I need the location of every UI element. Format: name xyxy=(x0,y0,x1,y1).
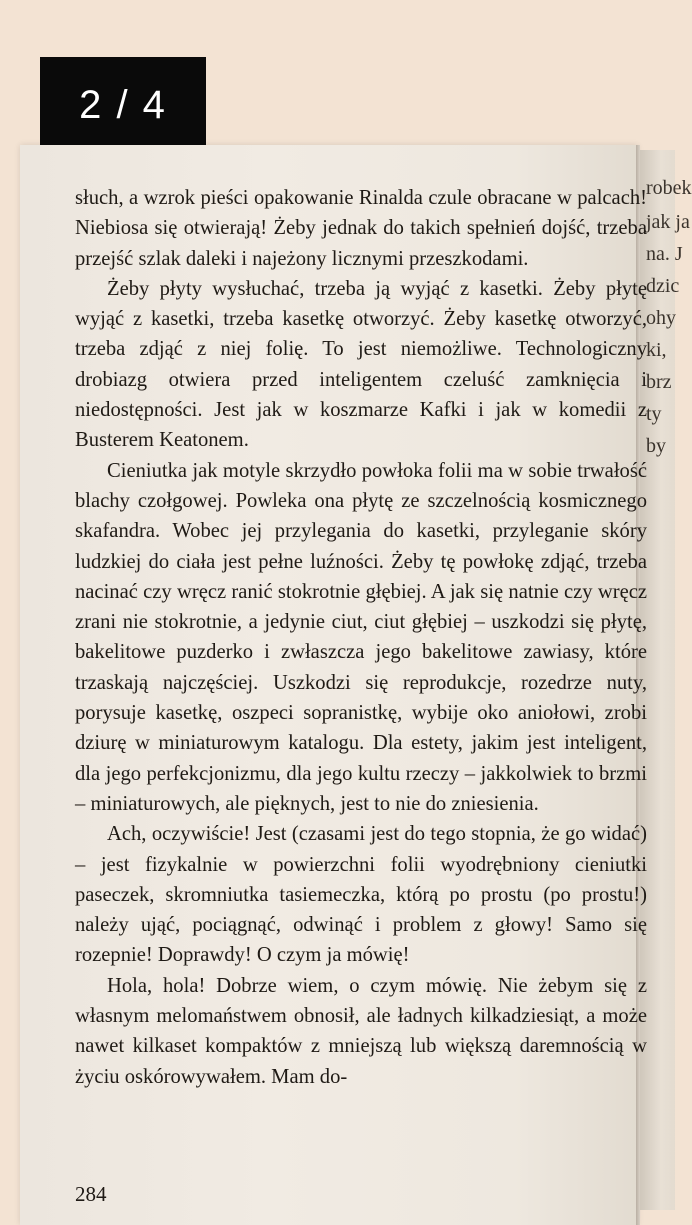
story-page-counter xyxy=(40,57,206,154)
facing-page-fragment: ki, xyxy=(646,339,667,361)
facing-page-fragment: ty xyxy=(646,403,662,425)
facing-page-fragment: ohy xyxy=(646,307,676,329)
story-page-counter-label: 2 / 4 xyxy=(79,83,167,127)
page-number: 284 xyxy=(75,1182,107,1206)
paragraph-4: Ach, oczywiście! Jest (czasami jest do tego stopnia, że go widać) – jest fizykalnie w powierzchni folii wyodrębniony cieniutki paseczek, skromniutka tasiemeczka, którą po prostu (po prostu!) należy ująć, pociągnąć, odwinąć i problem z głowy! Samo się rozepnie! Doprawdy! O czym ja mówię! xyxy=(75,823,647,967)
paragraph-5: Hola, hola! Dobrze wiem, o czym mówię. Nie żebym się z własnym melomaństwem obnosił, ale ładnych kilkadziesiąt, a może nawet kilkaset kompaktów z mniejszą lub większą daremnością w życiu oskórowywałem. Mam do- xyxy=(75,974,647,1088)
book-text xyxy=(75,183,647,1092)
paragraph-1: słuch, a wzrok pieści opakowanie Rinalda czule obracane w palcach! Niebiosa się otwierają! Żeby jednak do takich spełnień dojść, trzeba przejść szlak daleki i najeżony licznymi przeszkodami. xyxy=(75,187,647,270)
facing-page-fragment: jak ja xyxy=(646,211,690,233)
paragraph-3: Cieniutka jak motyle skrzydło powłoka folii ma w sobie trwałość blachy czołgowej. Powleka ona płytę ze szczelnością kosmicznego skafandra. Wobec jej przylegania do kasetki, przyleganie skóry ludzkiej do ciała jest pełne luźności. Żeby tę powłokę zdjąć, trzeba nacinać czy wręcz ranić stokrotnie głębiej. A jak się natnie czy wręcz zrani nie stokrotnie, a jedynie ciut, ciut głębiej – uszkodzi się płytę, bakelitowe puzderko i zwłaszcza jego bakelitowe zawiasy, które trzaskają najczęściej. Uszkodzi się reprodukcje, rozedrze nuty, porysuje kasetkę, oszpeci sopranistkę, wybije oko aniołowi, zrobi dziurę w miniaturowym katalogu. Dla estety, jakim jest inteligent, dla jego perfekcjonizmu, dla jego kultu rzeczy – jakkolwiek to brzmi – miniaturowych, ale pięknych, jest to nie do zniesienia. xyxy=(75,459,647,815)
facing-page-fragment: na. J xyxy=(646,243,683,265)
facing-page-fragment: dzic xyxy=(646,275,680,297)
facing-page-fragment: robek xyxy=(646,177,692,199)
facing-page-fragment: by xyxy=(646,435,666,457)
facing-page-fragment: brz xyxy=(646,371,672,393)
paragraph-2: Żeby płyty wysłuchać, trzeba ją wyjąć z kasetki. Żeby płytę wyjąć z kasetki, trzeba kasetkę otworzyć. Żeby kasetkę otworzyć, trzeba zdjąć z niej folię. To jest niemożliwe. Technologiczny drobiazg otwiera przed inteligentem czeluść zamknięcia i niedostępności. Jest jak w koszmarze Kafki i jak w komedii z Busterem Keatonem. xyxy=(75,277,647,452)
